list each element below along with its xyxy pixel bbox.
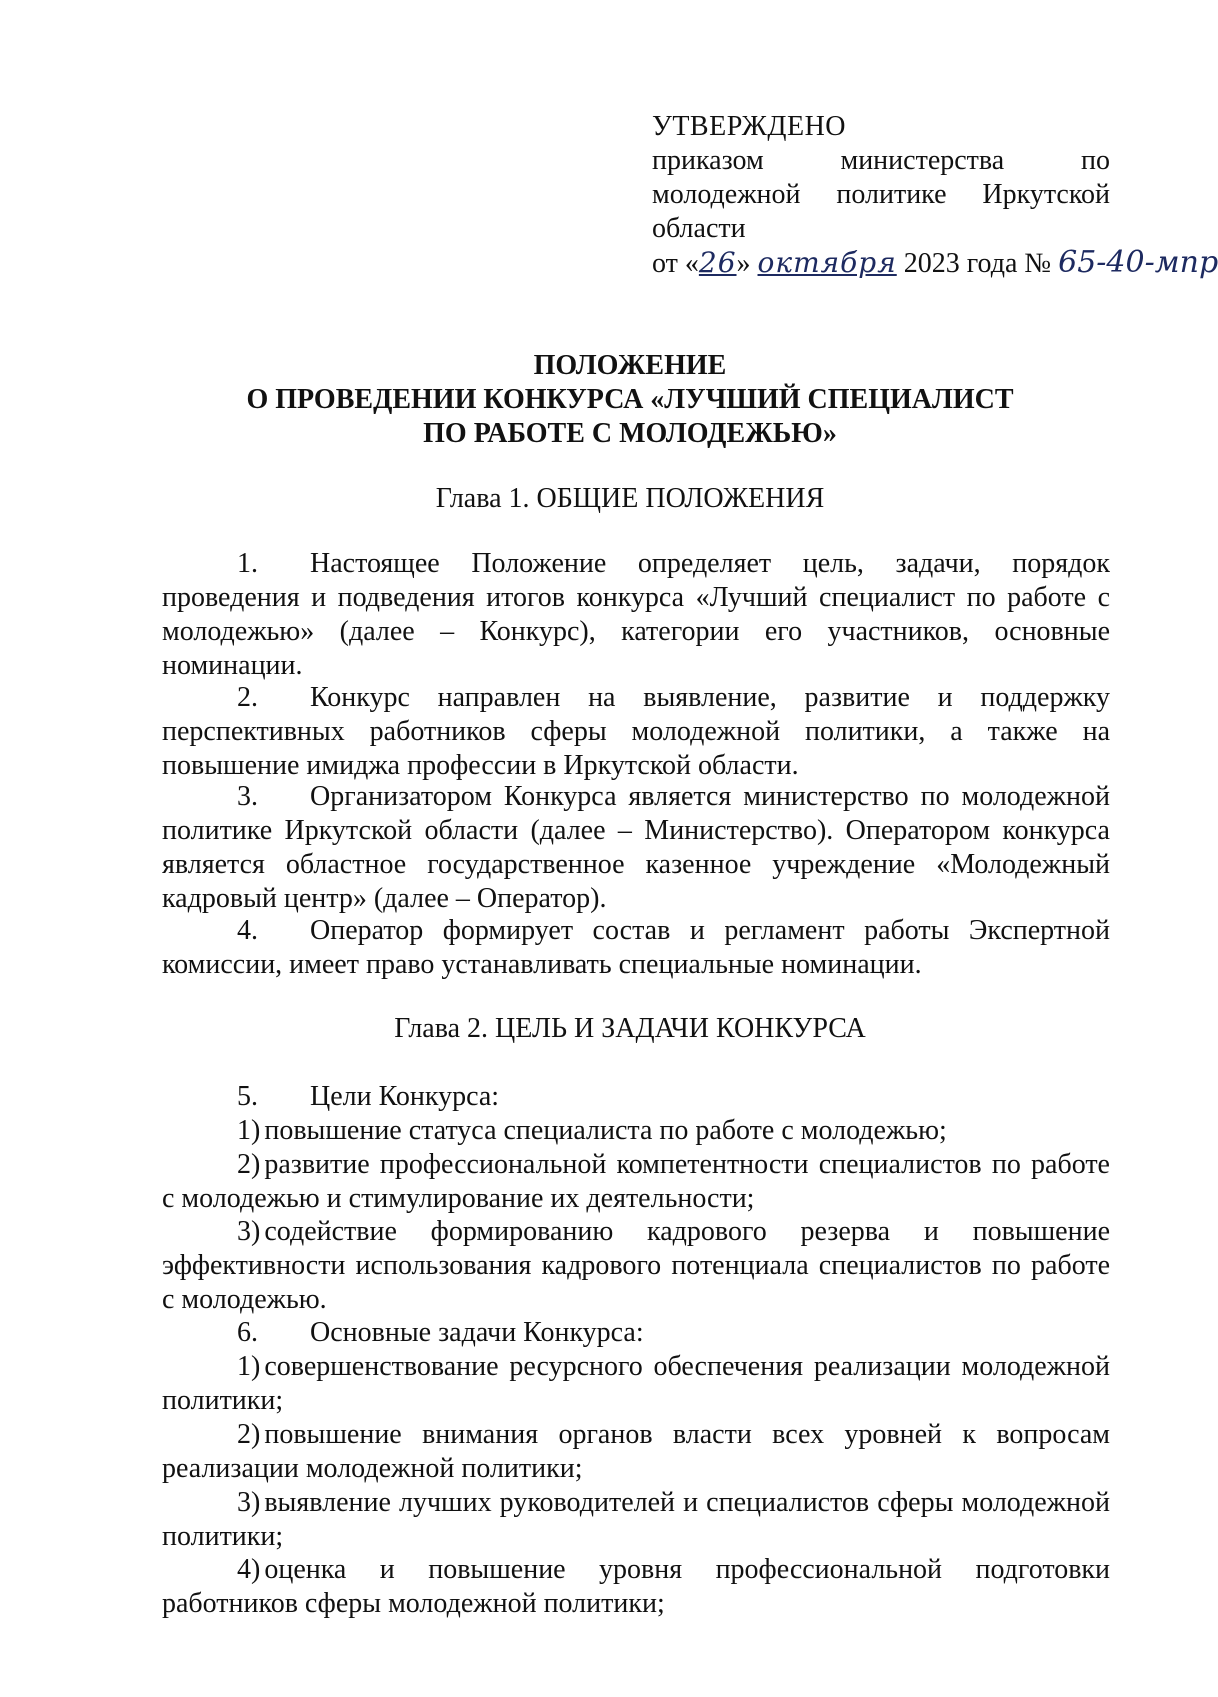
clause-number: 3. [237, 781, 258, 812]
approval-heading: УТВЕРЖДЕНО [652, 111, 847, 142]
goal-text: содействие формированию кадрового резерва и повышение эффективности использования кадрового потенциала специалистов по работе с молодежью. [162, 1216, 1110, 1315]
goal-number: 1) [237, 1115, 261, 1146]
clause-text: Оператор формирует состав и регламент работы Экспертной комиссии, имеет право устанавливать специальные номинации. [162, 915, 1110, 980]
clause-number: 5. [237, 1081, 258, 1112]
clause-3 [162, 780, 1110, 916]
task-number: 2) [237, 1419, 261, 1450]
task-item [162, 1486, 1110, 1554]
chapter-2-heading: Глава 2. ЦЕЛЬ И ЗАДАЧИ КОНКУРСА [394, 1013, 866, 1044]
clause-text: Конкурс направлен на выявление, развитие и поддержку перспективных работников сферы молодежной политики, а также на повышение имиджа профессии в Иркутской области. [162, 682, 1110, 781]
goal-text: развитие профессиональной компетентности специалистов по работе с молодежью и стимулирование их деятельности; [162, 1149, 1110, 1214]
task-text: повышение внимания органов власти всех уровней к вопросам реализации молодежной политики; [162, 1419, 1110, 1484]
clause-number: 6. [237, 1317, 258, 1348]
goal-text: повышение статуса специалиста по работе с молодежью; [264, 1115, 947, 1146]
goal-item [162, 1215, 1110, 1317]
task-item [162, 1553, 1110, 1621]
task-item [162, 1350, 1110, 1418]
date-prefix: от « [652, 248, 699, 279]
title-line-1: ПОЛОЖЕНИЕ [533, 350, 727, 381]
approval-line-3: области [652, 213, 746, 244]
clause-2 [162, 681, 1110, 783]
approval-stamp-block [652, 110, 1218, 281]
date-year-text: 2023 года № [903, 248, 1052, 279]
handwritten-month: октября [757, 246, 897, 279]
title-line-3: ПО РАБОТЕ С МОЛОДЕЖЬЮ» [423, 418, 837, 449]
clause-text: Цели Конкурса: [310, 1081, 500, 1112]
goal-item [162, 1148, 1110, 1216]
clause-number: 1. [237, 548, 258, 579]
clause-6 [162, 1316, 1110, 1350]
task-text: выявление лучших руководителей и специалистов сферы молодежной политики; [162, 1487, 1110, 1552]
task-number: 4) [237, 1554, 261, 1585]
task-text: совершенствование ресурсного обеспечения реализации молодежной политики; [162, 1351, 1110, 1416]
clause-text: Основные задачи Конкурса: [310, 1317, 644, 1348]
task-number: 1) [237, 1351, 261, 1382]
chapter-1-heading: Глава 1. ОБЩИЕ ПОЛОЖЕНИЯ [435, 483, 825, 514]
goal-number: 3) [237, 1216, 261, 1247]
goal-number: 2) [237, 1149, 261, 1180]
document-title [150, 349, 1110, 451]
task-item [162, 1418, 1110, 1486]
clause-number: 2. [237, 682, 258, 713]
task-text: оценка и повышение уровня профессиональной подготовки работников сферы молодежной политики; [162, 1554, 1110, 1619]
clause-number: 4. [237, 915, 258, 946]
approval-line-2: молодежной политике Иркутской [652, 179, 1110, 210]
goal-item [162, 1114, 1110, 1148]
clause-text: Организатором Конкурса является министерство по молодежной политике Иркутской области (далее – Министерство). Оператором конкурса является областное государственное казенное учреждение «Молодежный кадровый центр» (далее – Оператор). [162, 781, 1110, 914]
clause-5 [162, 1080, 1110, 1114]
clause-4 [162, 914, 1110, 982]
date-day-close: » [736, 248, 751, 279]
clause-text: Настоящее Положение определяет цель, задачи, порядок проведения и подведения итогов конкурса «Лучший специалист по работе с молодежью» (далее – Конкурс), категории его участников, основные номинации. [162, 548, 1110, 681]
approval-date-line [652, 245, 1218, 281]
clause-1 [162, 547, 1110, 683]
approval-line-1: приказом министерства по [652, 145, 1110, 176]
handwritten-order-number: 65-40-мпр [1058, 245, 1218, 280]
task-number: 3) [237, 1487, 261, 1518]
title-line-2: О ПРОВЕДЕНИИ КОНКУРСА «ЛУЧШИЙ СПЕЦИАЛИСТ [246, 384, 1014, 415]
handwritten-day: 26 [698, 246, 737, 279]
